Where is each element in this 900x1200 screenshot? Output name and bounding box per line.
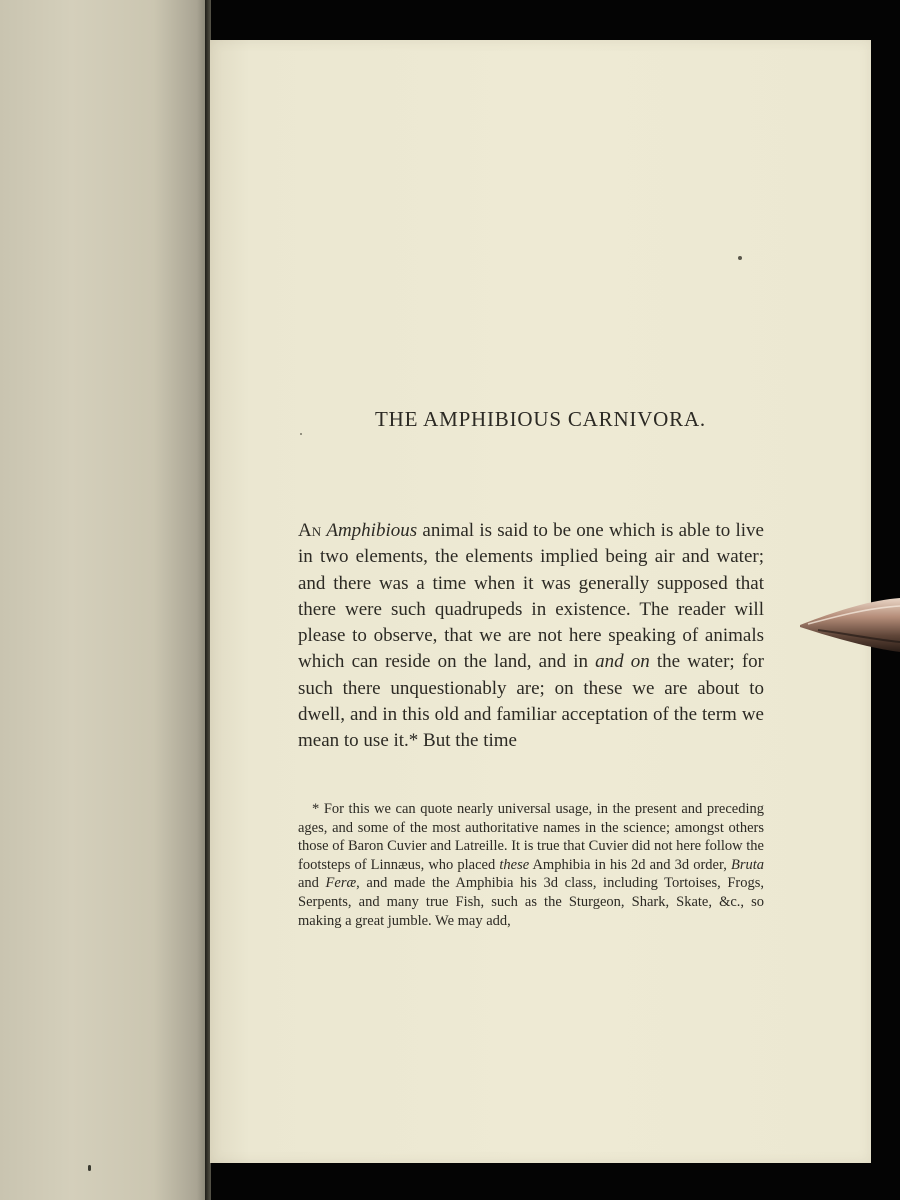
paper-speck <box>738 256 742 260</box>
body-paragraph <box>298 518 764 755</box>
ink-speck <box>88 1165 91 1171</box>
footnote-text-4: , and made the Amphibia his 3d class, including Tortoises, Frogs, Serpents, and many true Fish, such as the Sturgeon, Shark, Skate, &c., so making a great jumble. We may add, <box>298 875 764 929</box>
footnote-text-1: * For this we can quote nearly universal usage, in the present and preceding ages, and some of the most authoritative names in the science; amongst others those of Baron Cuvier and Latreille. It is true that Cuvier did not here follow the footsteps of Linnæus, who placed <box>298 801 764 873</box>
right-page <box>210 40 871 1163</box>
lead-smallcaps: An <box>298 520 322 541</box>
lead-italic: Amphibious <box>326 520 418 541</box>
italic-and-on: and on <box>595 651 650 673</box>
footnote-italic-ferae: Feræ <box>325 875 357 892</box>
paper-speck <box>300 433 302 435</box>
left-page <box>0 0 205 1200</box>
pen-tip-pointer-icon <box>798 594 900 654</box>
footnote-italic-bruta: Bruta <box>730 856 764 873</box>
paragraph-text-2: the water; for such there unquestionably are; on these we are about to dwell, and in this old and familiar acceptation of the term we mean to use it.* But the time <box>298 651 765 752</box>
footnote-text-2: Amphibia in his 2d and 3d order, <box>529 856 731 873</box>
chapter-title: THE AMPHIBIOUS CARNIVORA. <box>375 407 706 431</box>
paragraph-text-1: animal is said to be one which is able to live in two elements, the elements implied being air and water; and there was a time when it was generally supposed that there were such quadrupeds in existence. The reader will please to observe, that we are not here speaking of animals which can reside on the land, and in <box>298 520 764 673</box>
footnote-text-3: and <box>298 875 326 892</box>
footnote <box>298 800 764 930</box>
footnote-italic-these: these <box>499 856 530 873</box>
